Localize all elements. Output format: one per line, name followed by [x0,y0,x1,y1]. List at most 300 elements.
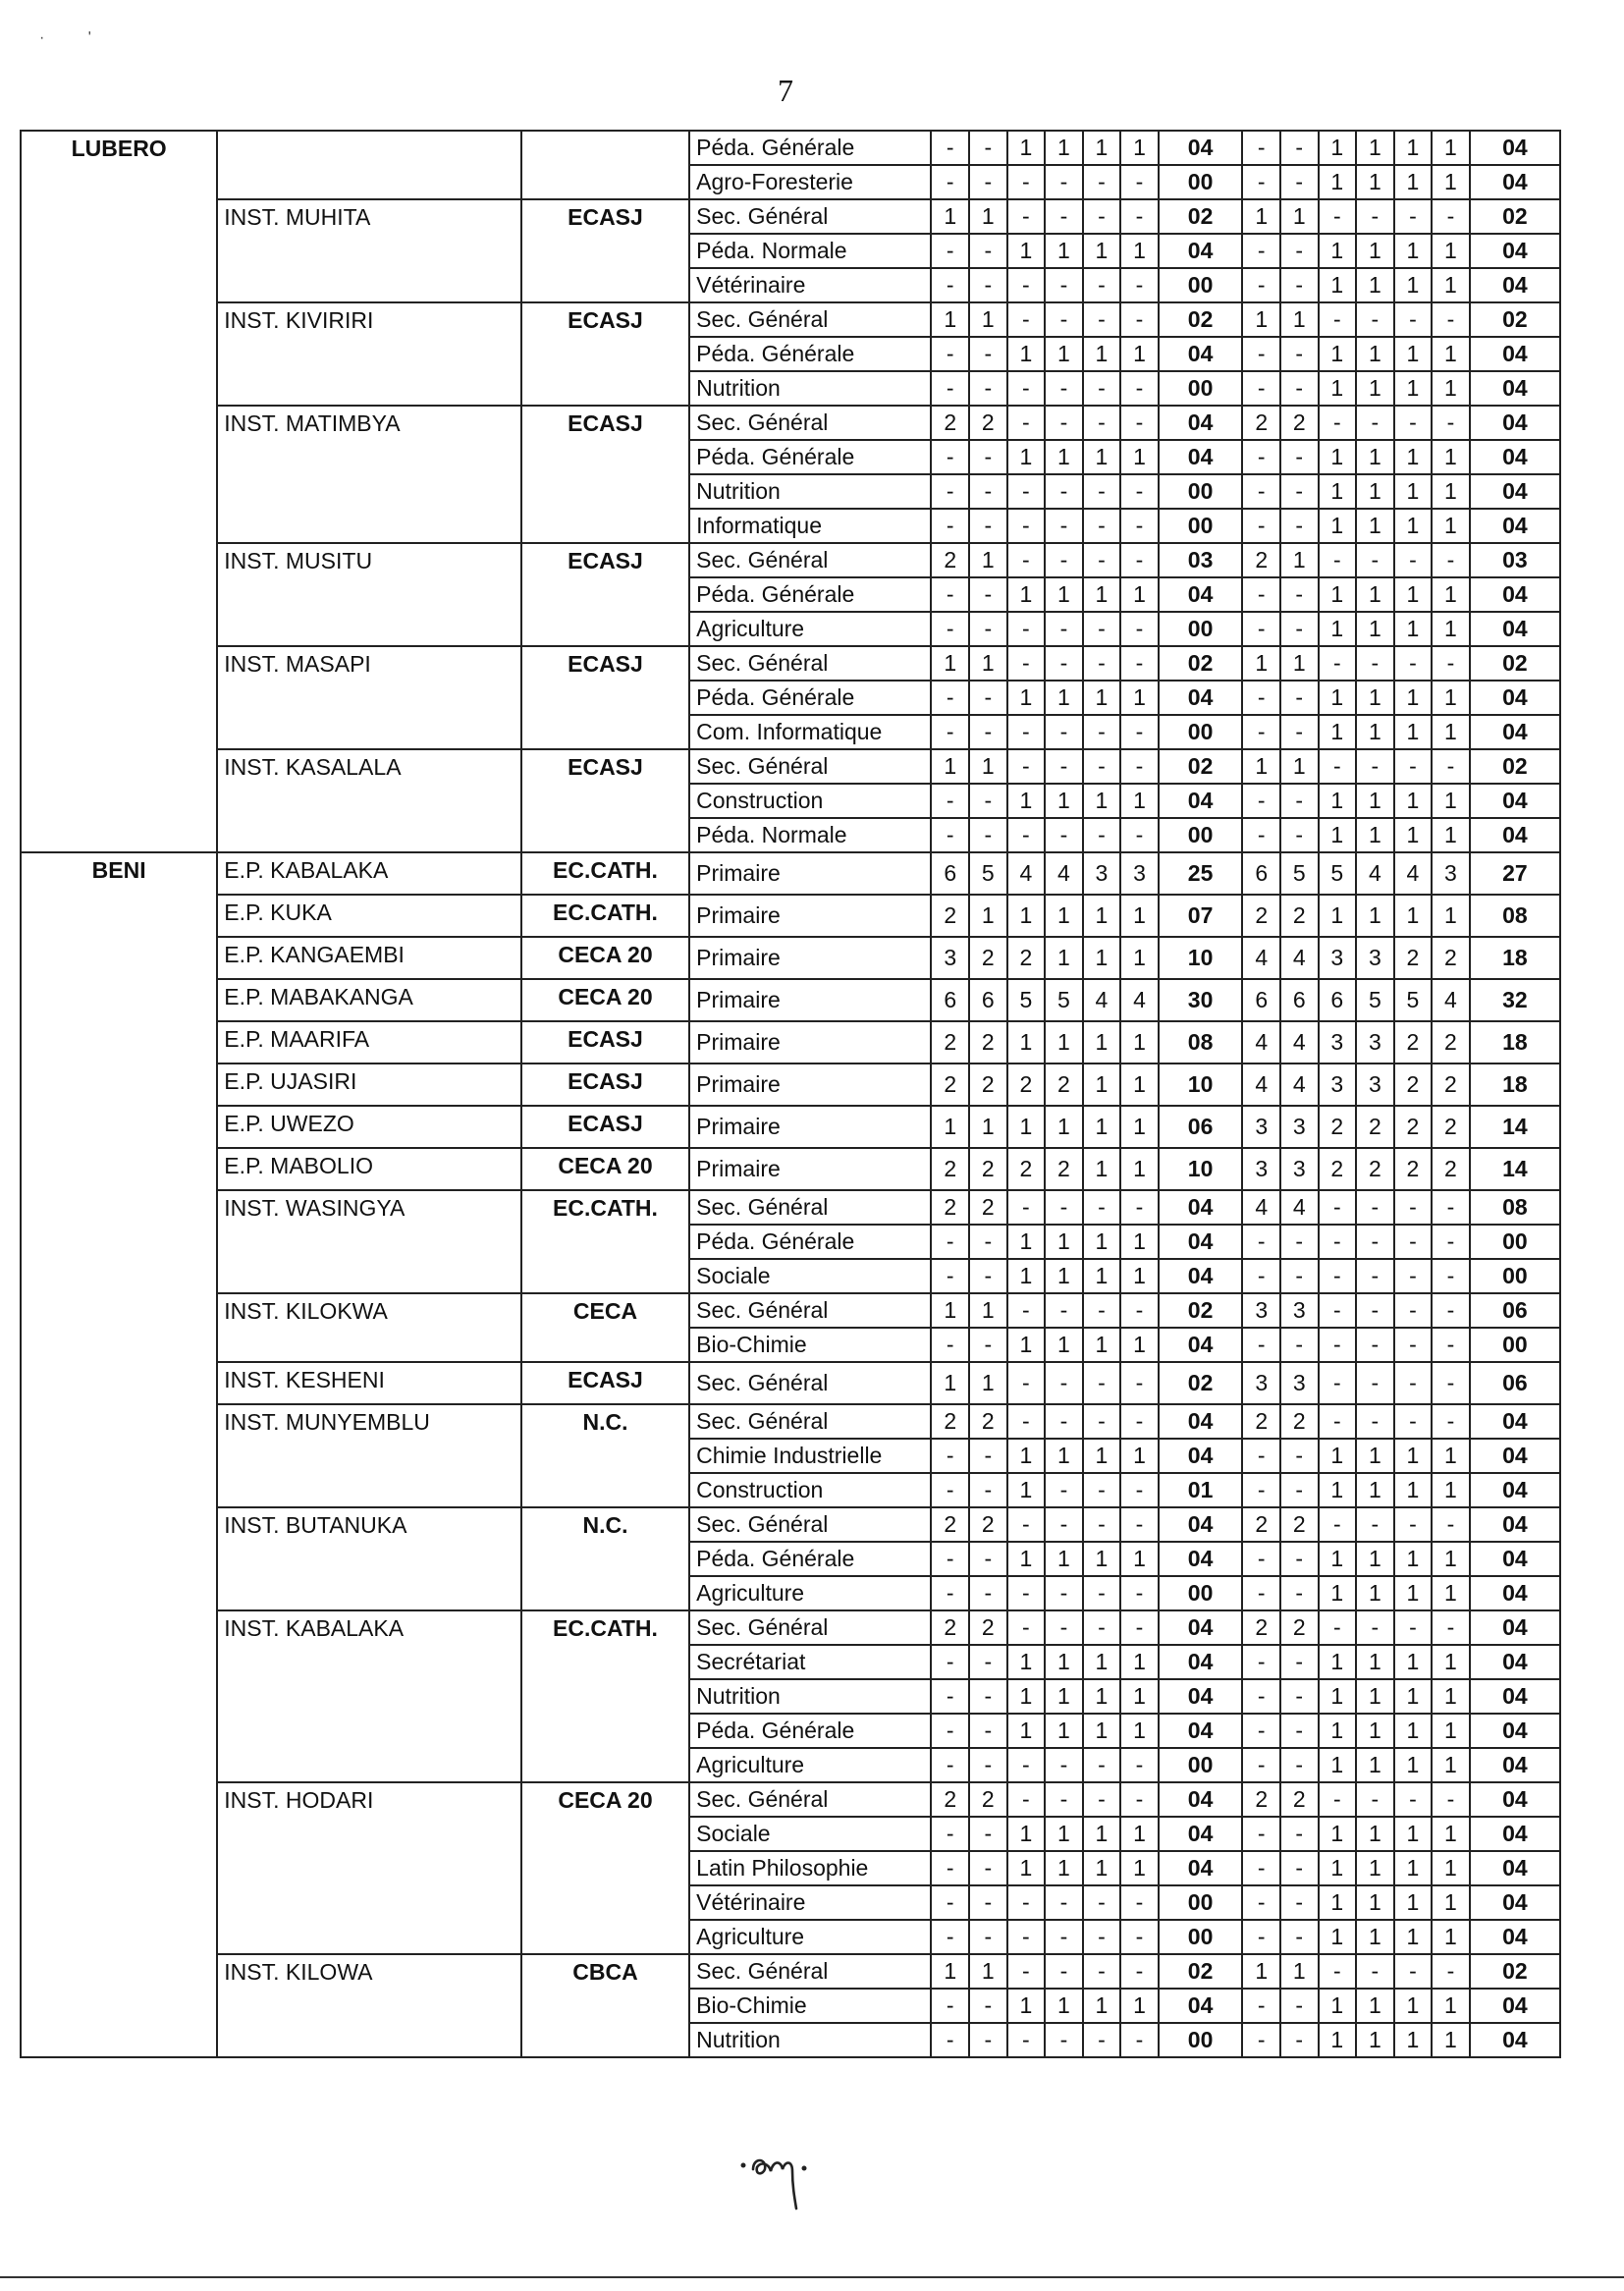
signature-initials-icon [731,2136,839,2214]
table-row [21,543,1560,577]
class-count-current: - [1120,612,1159,646]
class-count-current: 1 [931,1106,969,1148]
class-count-planned: 2 [1242,1404,1280,1439]
class-count-current: 1 [969,1954,1007,1989]
class-count-planned: 1 [1432,1817,1470,1851]
class-count-current: - [1120,1748,1159,1782]
section-name: Secrétariat [689,1645,931,1679]
table-row [21,1148,1560,1190]
school-organization: ECASJ [521,543,689,646]
section-name: Primaire [689,1106,931,1148]
class-count-current: 1 [1083,234,1121,268]
class-count-current: - [969,2023,1007,2057]
section-name: Sec. Général [689,749,931,784]
class-count-current: 2 [969,1507,1007,1542]
class-count-planned: 1 [1356,440,1394,474]
class-count-current: 1 [1045,937,1083,979]
class-count-current: 1 [1083,784,1121,818]
class-count-current: - [1083,1362,1121,1404]
total-current: 00 [1159,165,1243,199]
class-count-planned: 1 [1356,337,1394,371]
class-count-planned: - [1356,1293,1394,1328]
class-count-current: 1 [1083,1106,1121,1148]
class-count-planned: 1 [1432,131,1470,165]
class-count-planned: - [1319,1507,1357,1542]
class-count-current: - [1045,474,1083,509]
school-name: E.P. MABOLIO [217,1148,521,1190]
class-count-current: 1 [1120,937,1159,979]
total-planned: 04 [1470,1576,1560,1610]
class-count-planned: - [1280,1576,1319,1610]
total-current: 07 [1159,895,1243,937]
total-current: 04 [1159,1817,1243,1851]
total-planned: 02 [1470,199,1560,234]
school-organization: CECA 20 [521,1148,689,1190]
class-count-current: - [1120,749,1159,784]
total-current: 04 [1159,1714,1243,1748]
class-count-current: 1 [1083,1714,1121,1748]
class-count-planned: 1 [1319,1576,1357,1610]
class-count-planned: 1 [1432,371,1470,406]
class-count-current: 1 [931,199,969,234]
class-count-planned: - [1319,1782,1357,1817]
class-count-planned: 1 [1280,199,1319,234]
school-name: INST. MUSITU [217,543,521,646]
class-count-current: - [931,577,969,612]
class-count-current: - [1120,199,1159,234]
total-planned: 04 [1470,1473,1560,1507]
class-count-current: 1 [1007,1714,1046,1748]
class-count-current: 1 [1007,1851,1046,1885]
table-row [21,852,1560,895]
class-count-planned: - [1432,543,1470,577]
section-name: Vétérinaire [689,268,931,302]
class-count-current: 1 [1120,1259,1159,1293]
class-count-current: - [931,1439,969,1473]
class-count-current: - [969,1989,1007,2023]
class-count-current: - [969,1679,1007,1714]
class-count-current: - [969,715,1007,749]
class-count-planned: - [1432,1190,1470,1225]
class-count-current: - [1120,2023,1159,2057]
class-count-current: 2 [931,1404,969,1439]
school-name: E.P. KABALAKA [217,852,521,895]
class-count-current: 1 [1045,1106,1083,1148]
total-current: 04 [1159,1645,1243,1679]
total-planned: 02 [1470,1954,1560,1989]
section-name: Sec. Général [689,406,931,440]
total-current: 02 [1159,646,1243,681]
class-count-current: - [1083,1885,1121,1920]
class-count-planned: - [1356,1328,1394,1362]
class-count-planned: 1 [1356,1920,1394,1954]
section-name: Nutrition [689,2023,931,2057]
class-count-current: 6 [969,979,1007,1021]
class-count-current: - [969,440,1007,474]
class-count-current: 3 [931,937,969,979]
school-name: INST. WASINGYA [217,1190,521,1293]
class-count-planned: 1 [1432,895,1470,937]
section-name: Chimie Industrielle [689,1439,931,1473]
section-name: Sec. Général [689,1293,931,1328]
class-count-planned: - [1242,440,1280,474]
class-count-planned: 1 [1356,1851,1394,1885]
total-current: 04 [1159,1404,1243,1439]
class-count-current: 1 [931,302,969,337]
class-count-planned: - [1242,337,1280,371]
table-row [21,406,1560,440]
class-count-current: - [969,612,1007,646]
class-count-planned: 1 [1432,1714,1470,1748]
total-planned: 04 [1470,371,1560,406]
total-planned: 04 [1470,131,1560,165]
class-count-planned: - [1356,1954,1394,1989]
class-count-planned: - [1280,2023,1319,2057]
section-name: Sec. Général [689,1782,931,1817]
class-count-current: - [931,371,969,406]
class-count-current: 1 [1083,1225,1121,1259]
class-count-planned: 1 [1394,577,1433,612]
class-count-current: 1 [1045,1021,1083,1064]
class-count-planned: 1 [1432,2023,1470,2057]
class-count-planned: - [1394,199,1433,234]
table-row [21,1106,1560,1148]
class-count-planned: - [1319,1259,1357,1293]
class-count-planned: 1 [1432,234,1470,268]
class-count-current: 1 [1045,1259,1083,1293]
class-count-planned: - [1242,1439,1280,1473]
class-count-planned: 1 [1356,612,1394,646]
class-count-current: - [969,1645,1007,1679]
class-count-current: - [1120,818,1159,852]
section-name: Sec. Général [689,1507,931,1542]
class-count-planned: 5 [1394,979,1433,1021]
section-name: Péda. Générale [689,1714,931,1748]
class-count-current: 1 [1120,440,1159,474]
class-count-planned: 3 [1319,937,1357,979]
class-count-current: 1 [1045,784,1083,818]
total-current: 00 [1159,509,1243,543]
section-name: Primaire [689,895,931,937]
class-count-current: - [1083,1190,1121,1225]
class-count-current: - [1120,1404,1159,1439]
school-organization: EC.CATH. [521,895,689,937]
class-count-planned: - [1356,1404,1394,1439]
class-count-current: - [1083,371,1121,406]
class-count-planned: 1 [1280,749,1319,784]
class-count-planned: - [1394,1610,1433,1645]
total-current: 01 [1159,1473,1243,1507]
class-count-planned: 2 [1394,1148,1433,1190]
class-count-planned: - [1394,406,1433,440]
page-number: 7 [778,73,793,108]
class-count-planned: 1 [1432,1851,1470,1885]
class-count-planned: 2 [1432,1064,1470,1106]
class-count-current: 1 [1007,1439,1046,1473]
total-current: 00 [1159,2023,1243,2057]
class-count-current: 1 [1045,337,1083,371]
total-current: 02 [1159,302,1243,337]
total-current: 00 [1159,715,1243,749]
class-count-planned: - [1319,199,1357,234]
class-count-current: 1 [1083,1328,1121,1362]
school-organization: ECASJ [521,1362,689,1404]
table-row [21,1610,1560,1645]
class-count-current: - [931,268,969,302]
section-name: Vétérinaire [689,1885,931,1920]
section-name: Agriculture [689,1576,931,1610]
class-count-current: 1 [969,1362,1007,1404]
class-count-planned: - [1280,784,1319,818]
class-count-planned: - [1242,1885,1280,1920]
class-count-planned: 1 [1394,165,1433,199]
class-count-planned: 1 [1394,1989,1433,2023]
class-count-current: 2 [969,1021,1007,1064]
class-count-planned: - [1432,1782,1470,1817]
class-count-current: - [1007,543,1046,577]
class-count-current: 1 [1045,131,1083,165]
class-count-planned: 1 [1356,268,1394,302]
class-count-planned: - [1319,749,1357,784]
class-count-current: - [1120,1885,1159,1920]
section-name: Péda. Normale [689,234,931,268]
class-count-planned: - [1280,1679,1319,1714]
class-count-planned: - [1280,1645,1319,1679]
table-row [21,199,1560,234]
class-count-current: - [1120,646,1159,681]
class-count-current: 1 [1120,1064,1159,1106]
class-count-planned: 1 [1319,1920,1357,1954]
class-count-planned: - [1432,1328,1470,1362]
total-current: 00 [1159,474,1243,509]
class-count-current: - [1007,509,1046,543]
total-planned: 14 [1470,1148,1560,1190]
class-count-current: - [969,234,1007,268]
province-name: LUBERO [21,131,217,852]
school-organization: EC.CATH. [521,1190,689,1293]
class-count-planned: - [1280,371,1319,406]
table-body [21,131,1560,2057]
class-count-planned: 5 [1280,852,1319,895]
class-count-planned: 1 [1356,165,1394,199]
class-count-current: - [1007,1404,1046,1439]
class-count-current: - [931,1817,969,1851]
total-current: 00 [1159,268,1243,302]
class-count-planned: 1 [1319,1542,1357,1576]
class-count-current: 2 [931,1064,969,1106]
total-current: 00 [1159,371,1243,406]
class-count-current: 1 [1120,577,1159,612]
section-name: Agriculture [689,1920,931,1954]
class-count-current: - [931,2023,969,2057]
total-current: 02 [1159,199,1243,234]
class-count-planned: 6 [1280,979,1319,1021]
class-count-current: - [931,1576,969,1610]
section-name: Péda. Générale [689,337,931,371]
class-count-current: 1 [1120,1851,1159,1885]
class-count-current: 1 [969,1106,1007,1148]
class-count-current: 1 [1045,440,1083,474]
class-count-planned: - [1394,1362,1433,1404]
class-count-current: - [969,1748,1007,1782]
table-row [21,131,1560,165]
class-count-planned: 1 [1319,1473,1357,1507]
class-count-current: - [931,784,969,818]
class-count-current: - [1045,1920,1083,1954]
total-planned: 04 [1470,1645,1560,1679]
class-count-planned: 1 [1356,1576,1394,1610]
class-count-current: - [931,337,969,371]
class-count-current: 2 [1007,1148,1046,1190]
table-row [21,1362,1560,1404]
section-name: Primaire [689,852,931,895]
class-count-planned: 4 [1242,937,1280,979]
class-count-planned: - [1394,646,1433,681]
class-count-planned: 1 [1432,577,1470,612]
section-name: Latin Philosophie [689,1851,931,1885]
class-count-current: 4 [1120,979,1159,1021]
class-count-current: - [1120,1293,1159,1328]
class-count-current: 1 [1083,1064,1121,1106]
class-count-current: 1 [1045,1714,1083,1748]
class-count-planned: 4 [1280,1190,1319,1225]
class-count-planned: 1 [1394,440,1433,474]
class-count-current: 1 [1007,1645,1046,1679]
total-planned: 18 [1470,937,1560,979]
class-count-current: - [1120,1190,1159,1225]
class-count-planned: - [1280,1817,1319,1851]
class-count-current: - [1045,371,1083,406]
class-count-current: - [1083,543,1121,577]
class-count-current: 1 [931,646,969,681]
school-name: E.P. KUKA [217,895,521,937]
total-planned: 04 [1470,1679,1560,1714]
class-count-planned: - [1394,1328,1433,1362]
class-count-current: 2 [969,1190,1007,1225]
class-count-planned: - [1242,1328,1280,1362]
class-count-current: 1 [969,646,1007,681]
total-planned: 02 [1470,302,1560,337]
table-row [21,979,1560,1021]
class-count-current: 1 [969,895,1007,937]
class-count-planned: 1 [1356,577,1394,612]
class-count-planned: 6 [1242,979,1280,1021]
class-count-planned: - [1242,1259,1280,1293]
class-count-planned: 1 [1319,1817,1357,1851]
class-count-planned: 1 [1319,1645,1357,1679]
class-count-current: - [931,1989,969,2023]
section-name: Péda. Normale [689,818,931,852]
class-count-planned: 1 [1394,371,1433,406]
school-organization: CECA 20 [521,937,689,979]
class-count-current: - [1045,715,1083,749]
class-count-planned: 1 [1432,440,1470,474]
class-count-planned: 1 [1319,895,1357,937]
class-count-current: 1 [931,1362,969,1404]
class-count-planned: 1 [1319,268,1357,302]
class-count-current: 1 [969,749,1007,784]
section-name: Agriculture [689,612,931,646]
class-count-planned: - [1319,1404,1357,1439]
class-count-planned: 2 [1432,1106,1470,1148]
class-count-current: - [1120,1920,1159,1954]
class-count-planned: 1 [1394,1817,1433,1851]
class-count-planned: - [1319,646,1357,681]
class-count-planned: - [1280,1851,1319,1885]
province-name: BENI [21,852,217,2057]
class-count-planned: - [1394,1954,1433,1989]
class-count-planned: - [1394,1259,1433,1293]
class-count-planned: 1 [1356,1714,1394,1748]
class-count-planned: - [1319,1190,1357,1225]
total-planned: 04 [1470,2023,1560,2057]
class-count-planned: - [1356,1225,1394,1259]
class-count-planned: 1 [1432,509,1470,543]
class-count-current: 5 [1007,979,1046,1021]
class-count-planned: 1 [1394,1473,1433,1507]
class-count-current: - [969,784,1007,818]
class-count-current: - [1120,1362,1159,1404]
class-count-planned: 1 [1356,818,1394,852]
class-count-current: - [931,1714,969,1748]
class-count-planned: 3 [1356,1064,1394,1106]
class-count-current: - [931,1645,969,1679]
class-count-planned: - [1242,474,1280,509]
class-count-current: 1 [1007,784,1046,818]
class-count-planned: - [1242,715,1280,749]
class-count-current: - [1007,1920,1046,1954]
class-count-current: 6 [931,979,969,1021]
class-count-planned: 1 [1432,715,1470,749]
class-count-current: - [969,371,1007,406]
class-count-planned: - [1280,1748,1319,1782]
total-planned: 04 [1470,818,1560,852]
class-count-planned: 1 [1242,749,1280,784]
section-name: Agro-Foresterie [689,165,931,199]
class-count-current: 1 [1045,1328,1083,1362]
class-count-current: - [1083,474,1121,509]
school-name: E.P. UJASIRI [217,1064,521,1106]
class-count-planned: 1 [1432,1989,1470,2023]
total-planned: 06 [1470,1362,1560,1404]
class-count-current: 1 [1120,1328,1159,1362]
class-count-planned: 2 [1432,1021,1470,1064]
class-count-planned: - [1356,1507,1394,1542]
class-count-planned: - [1432,1610,1470,1645]
class-count-planned: - [1242,1817,1280,1851]
total-planned: 08 [1470,895,1560,937]
class-count-planned: - [1356,1190,1394,1225]
class-count-current: - [931,715,969,749]
school-name: INST. KILOWA [217,1954,521,2057]
class-count-current: - [1045,199,1083,234]
class-count-current: 1 [1083,1817,1121,1851]
class-count-current: - [1120,371,1159,406]
total-planned: 04 [1470,1920,1560,1954]
class-count-planned: 1 [1319,371,1357,406]
class-count-current: 1 [1120,1817,1159,1851]
class-count-planned: - [1319,1328,1357,1362]
class-count-planned: - [1242,509,1280,543]
class-count-current: - [1045,1362,1083,1404]
class-count-planned: - [1432,1954,1470,1989]
class-count-planned: 1 [1394,1714,1433,1748]
class-count-planned: 1 [1394,1748,1433,1782]
total-current: 04 [1159,1610,1243,1645]
class-count-planned: - [1432,1507,1470,1542]
class-count-current: 3 [1120,852,1159,895]
school-name: E.P. MAARIFA [217,1021,521,1064]
